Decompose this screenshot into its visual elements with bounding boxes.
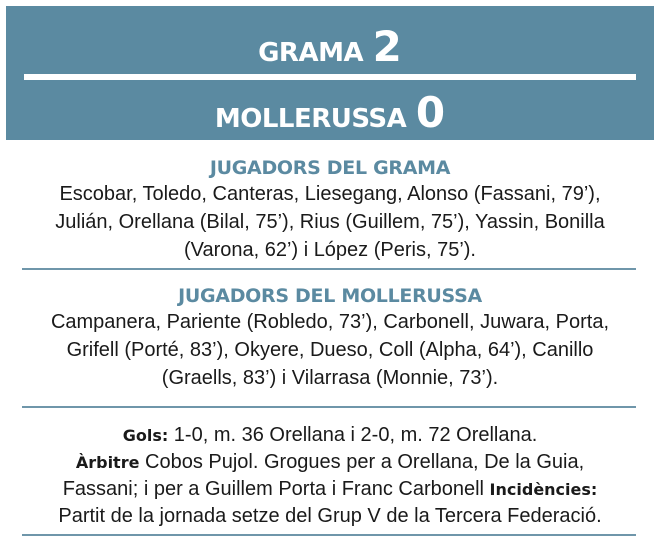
incidents-label: Incidències: (489, 480, 598, 499)
away-team-name: MOLLERUSSA (214, 104, 407, 134)
cards-text: Fassani; i per a Guillem Porta i Franc Carbonell (62, 478, 484, 500)
referee-text: Cobos Pujol. Grogues per a Orellana, De la Guia, (145, 451, 585, 473)
incidents-line (0, 503, 660, 530)
section-divider (22, 406, 636, 408)
away-players-line: Grifell (Porté, 83’), Okyere, Dueso, Coll (Alpha, 64’), Canillo (66, 339, 594, 361)
away-team-line (6, 90, 654, 136)
away-players-line: Campanera, Pariente (Robledo, 73’), Carbonell, Juwara, Porta, (50, 311, 610, 333)
goals-line (0, 422, 660, 449)
referee-label: Àrbitre (75, 453, 140, 472)
incidents-text: Partit de la jornada setze del Grup V de la Tercera Federació. (58, 505, 602, 527)
goals-label: Gols: (122, 426, 169, 445)
bottom-divider (22, 534, 636, 536)
home-team-name: GRAMA (258, 38, 364, 68)
home-team-line (6, 24, 654, 70)
match-notes (0, 422, 660, 530)
away-players-line: (Graells, 83’) i Vilarrasa (Monnie, 73’). (161, 367, 499, 389)
section-divider (22, 268, 636, 270)
scoreboard-header (6, 6, 654, 140)
home-players-list (0, 180, 660, 264)
home-players-line: Julián, Orellana (Bilal, 75’), Rius (Guillem, 75’), Yassin, Bonilla (55, 211, 605, 233)
away-team-score: 0 (415, 88, 446, 137)
away-players-section (0, 284, 660, 392)
home-players-line: Escobar, Toledo, Canteras, Liesegang, Alonso (Fassani, 79’), (59, 183, 601, 205)
away-players-title: JUGADORS DEL MOLLERUSSA (178, 285, 482, 307)
home-players-title: JUGADORS DEL GRAMA (209, 157, 451, 179)
home-team-score: 2 (372, 22, 402, 71)
home-players-section (0, 156, 660, 264)
referee-line (0, 449, 660, 476)
scoreboard-divider (24, 74, 636, 80)
away-players-list (0, 308, 660, 392)
home-players-line: (Varona, 62’) i López (Peris, 75’). (184, 239, 476, 261)
goals-text: 1-0, m. 36 Orellana i 2-0, m. 72 Orellana. (173, 424, 538, 446)
cards-line (0, 476, 660, 503)
